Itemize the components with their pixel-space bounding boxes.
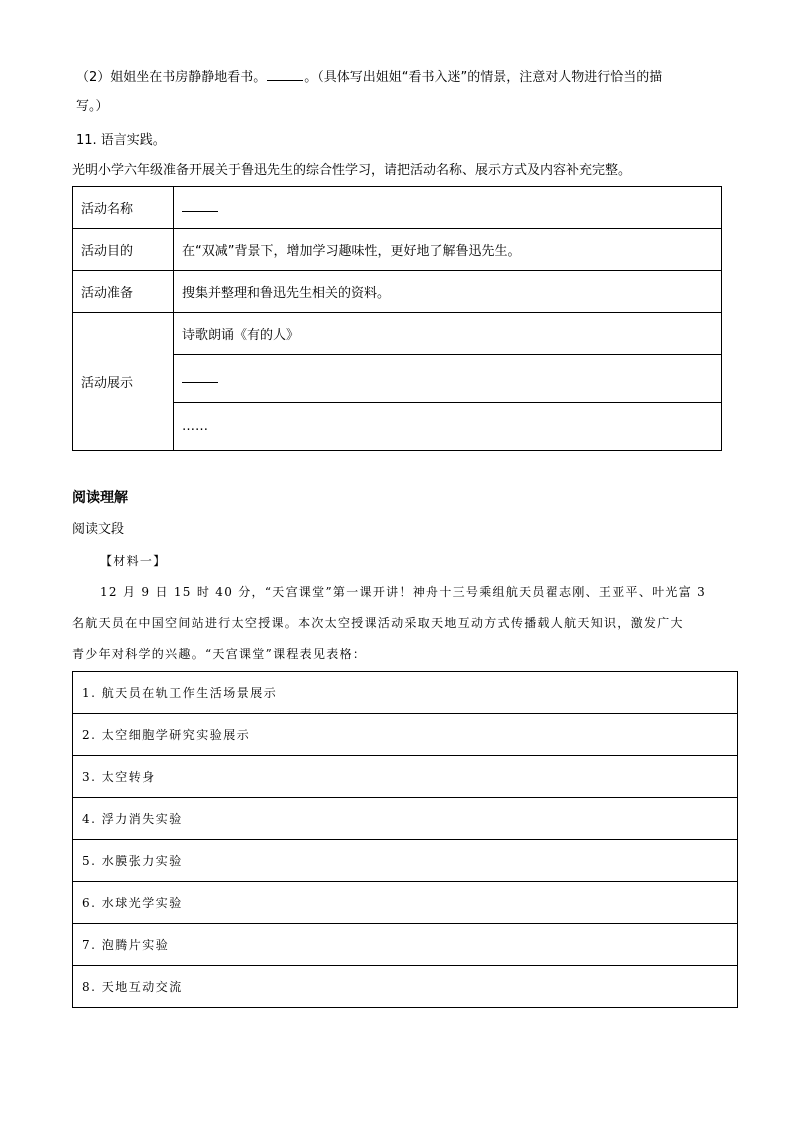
schedule-item: 3. 太空转身	[73, 756, 738, 798]
paragraph-line: 青少年对科学的兴趣。“天宫课堂”课程表见表格：	[72, 647, 367, 661]
activity-purpose-value: 在“双减”背景下，增加学习趣味性，更好地了解鲁迅先生。	[174, 229, 722, 271]
paragraph-line: 名航天员在中国空间站进行太空授课。本次太空授课活动采取天地互动方式传播载人航天知识，激发广大	[72, 616, 684, 630]
activity-prep-value: 搜集并整理和鲁迅先生相关的资料。	[174, 271, 722, 313]
table-row	[73, 882, 738, 924]
activity-show-label: 活动展示	[73, 313, 174, 451]
table-row	[73, 756, 738, 798]
schedule-item: 1. 航天员在轨工作生活场景展示	[73, 672, 738, 714]
activity-prep-label: 活动准备	[73, 271, 174, 313]
schedule-item: 8. 天地互动交流	[73, 966, 738, 1008]
activity-table	[72, 186, 722, 451]
activity-name-blank[interactable]	[182, 199, 218, 212]
table-row	[73, 672, 738, 714]
schedule-table	[72, 671, 738, 1008]
question-2-text-a: （2）姐姐坐在书房静静地看书。	[76, 70, 267, 85]
schedule-item: 2. 太空细胞学研究实验展示	[73, 714, 738, 756]
paragraph-line: 12 月 9 日 15 时 40 分，“天宫课堂”第一课开讲！神舟十三号乘组航天员翟志刚、王亚平、叶光富 3	[100, 585, 707, 599]
question-2-line1	[76, 68, 662, 87]
activity-show-item-3: ……	[174, 403, 722, 451]
question-2-line2: 写。）	[76, 99, 109, 114]
activity-name-cell	[174, 187, 722, 229]
schedule-item: 7. 泡腾片实验	[73, 924, 738, 966]
table-row	[73, 313, 722, 355]
schedule-item: 4. 浮力消失实验	[73, 798, 738, 840]
question-11-intro: 光明小学六年级准备开展关于鲁迅先生的综合性学习，请把活动名称、展示方式及内容补充完整。	[72, 163, 632, 178]
schedule-item: 5. 水膜张力实验	[73, 840, 738, 882]
activity-show-blank[interactable]	[182, 370, 218, 383]
table-row	[73, 924, 738, 966]
table-row	[73, 187, 722, 229]
activity-show-item-1: 诗歌朗诵《有的人》	[174, 313, 722, 355]
answer-blank[interactable]	[267, 68, 303, 81]
question-11-title: 11. 语言实践。	[76, 133, 166, 148]
activity-purpose-label: 活动目的	[73, 229, 174, 271]
activity-show-item-2	[174, 355, 722, 403]
table-row	[73, 714, 738, 756]
section-subheading: 阅读文段	[72, 522, 125, 537]
material-title: 【材料一】	[100, 554, 167, 568]
table-row	[73, 840, 738, 882]
schedule-item: 6. 水球光学实验	[73, 882, 738, 924]
table-row	[73, 229, 722, 271]
section-heading: 阅读理解	[72, 490, 128, 506]
activity-name-label: 活动名称	[73, 187, 174, 229]
table-row	[73, 966, 738, 1008]
question-2-text-b: 。（具体写出姐姐“看书入迷”的情景，注意对人物进行恰当的描	[304, 70, 663, 85]
table-row	[73, 271, 722, 313]
table-row	[73, 798, 738, 840]
